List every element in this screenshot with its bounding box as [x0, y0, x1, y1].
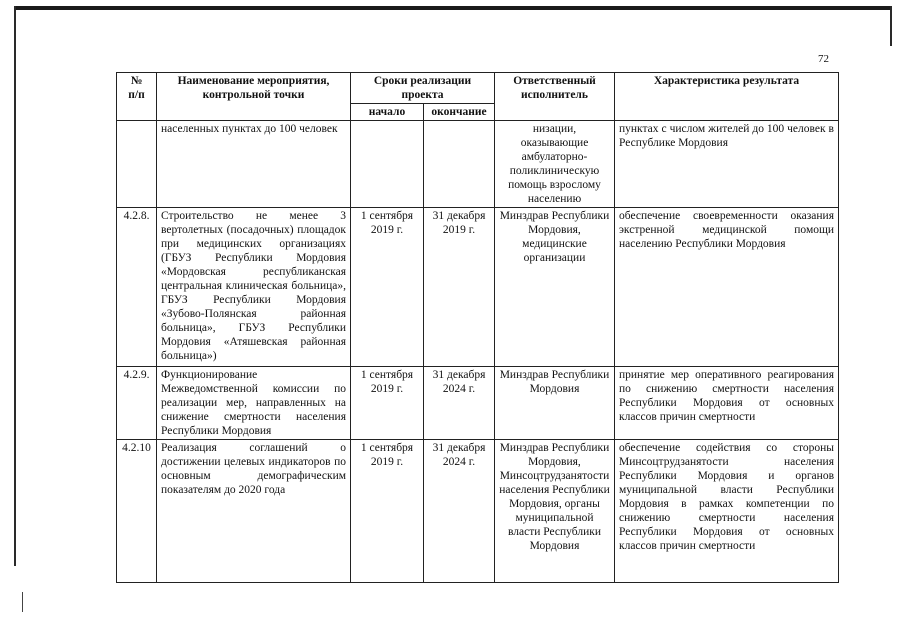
row-start: 1 сентября 2019 г.	[351, 440, 424, 583]
row-name: Функционирование Межведомственной комиссии по реализации мер, направленных на снижение смертности населения Республики Мордовия	[157, 367, 351, 440]
table-row	[117, 121, 839, 208]
header-period: Сроки реализации проекта	[351, 73, 495, 104]
header-executor: Ответственный исполнитель	[495, 73, 615, 121]
table-row	[117, 208, 839, 367]
row-number	[117, 121, 157, 208]
row-end: 31 декабря 2024 г.	[424, 440, 495, 583]
scan-mark	[22, 592, 23, 612]
table-row	[117, 440, 839, 583]
scan-border-top	[14, 6, 892, 10]
header-result: Характеристика результата	[615, 73, 839, 121]
row-number: 4.2.9.	[117, 367, 157, 440]
row-executor: Минздрав Республики Мордовия, Минсоцтрудзанятости населения Республики Мордовия, органы муниципальной власти Республики Мордовия	[495, 440, 615, 583]
row-name: Строительство не менее 3 вертолетных (посадочных) площадок при медицинских организациях (ГБУЗ Республики Мордовия «Мордовская республиканская центральная клиническая больница», ГБУЗ Республики Мордовия «Зубово-Полянская районная больница», ГБУЗ Республики Мордовия «Атяшевская районная больница»)	[157, 208, 351, 367]
row-number: 4.2.10	[117, 440, 157, 583]
page-number: 72	[818, 53, 829, 65]
scan-border-right	[890, 6, 892, 46]
row-result: пунктах с числом жителей до 100 человек в Республике Мордовия	[615, 121, 839, 208]
row-start: 1 сентября 2019 г.	[351, 208, 424, 367]
table-header-row	[117, 73, 839, 104]
row-executor: низации, оказывающие амбулаторно-поликлиническую помощь взрослому населению	[495, 121, 615, 208]
row-number: 4.2.8.	[117, 208, 157, 367]
row-end: 31 декабря 2024 г.	[424, 367, 495, 440]
header-number: № п/п	[117, 73, 157, 121]
row-result: обеспечение содействия со стороны Минсоцтрудзанятости населения Республики Мордовия и органов муниципальной власти Республики Мордовия в рамках компетенции по снижению смертности населения Республики Мордовия от основных классов причин смертности	[615, 440, 839, 583]
row-executor: Минздрав Республики Мордовия, медицинские организации	[495, 208, 615, 367]
row-executor: Минздрав Республики Мордовия	[495, 367, 615, 440]
scan-border-left	[14, 6, 16, 566]
row-start	[351, 121, 424, 208]
table-row	[117, 367, 839, 440]
row-start: 1 сентября 2019 г.	[351, 367, 424, 440]
header-name: Наименование мероприятия, контрольной точки	[157, 73, 351, 121]
row-end	[424, 121, 495, 208]
row-end: 31 декабря 2019 г.	[424, 208, 495, 367]
row-name: Реализация соглашений о достижении целевых индикаторов по основным демографическим показателям до 2020 года	[157, 440, 351, 583]
row-result: принятие мер оперативного реагирования по снижению смертности населения Республики Мордовия от основных классов причин смертности	[615, 367, 839, 440]
header-start: начало	[351, 104, 424, 121]
row-result: обеспечение своевременности оказания экстренной медицинской помощи населению Республики Мордовия	[615, 208, 839, 367]
action-plan-table	[116, 72, 839, 583]
row-name: населенных пунктах до 100 человек	[157, 121, 351, 208]
header-end: окончание	[424, 104, 495, 121]
